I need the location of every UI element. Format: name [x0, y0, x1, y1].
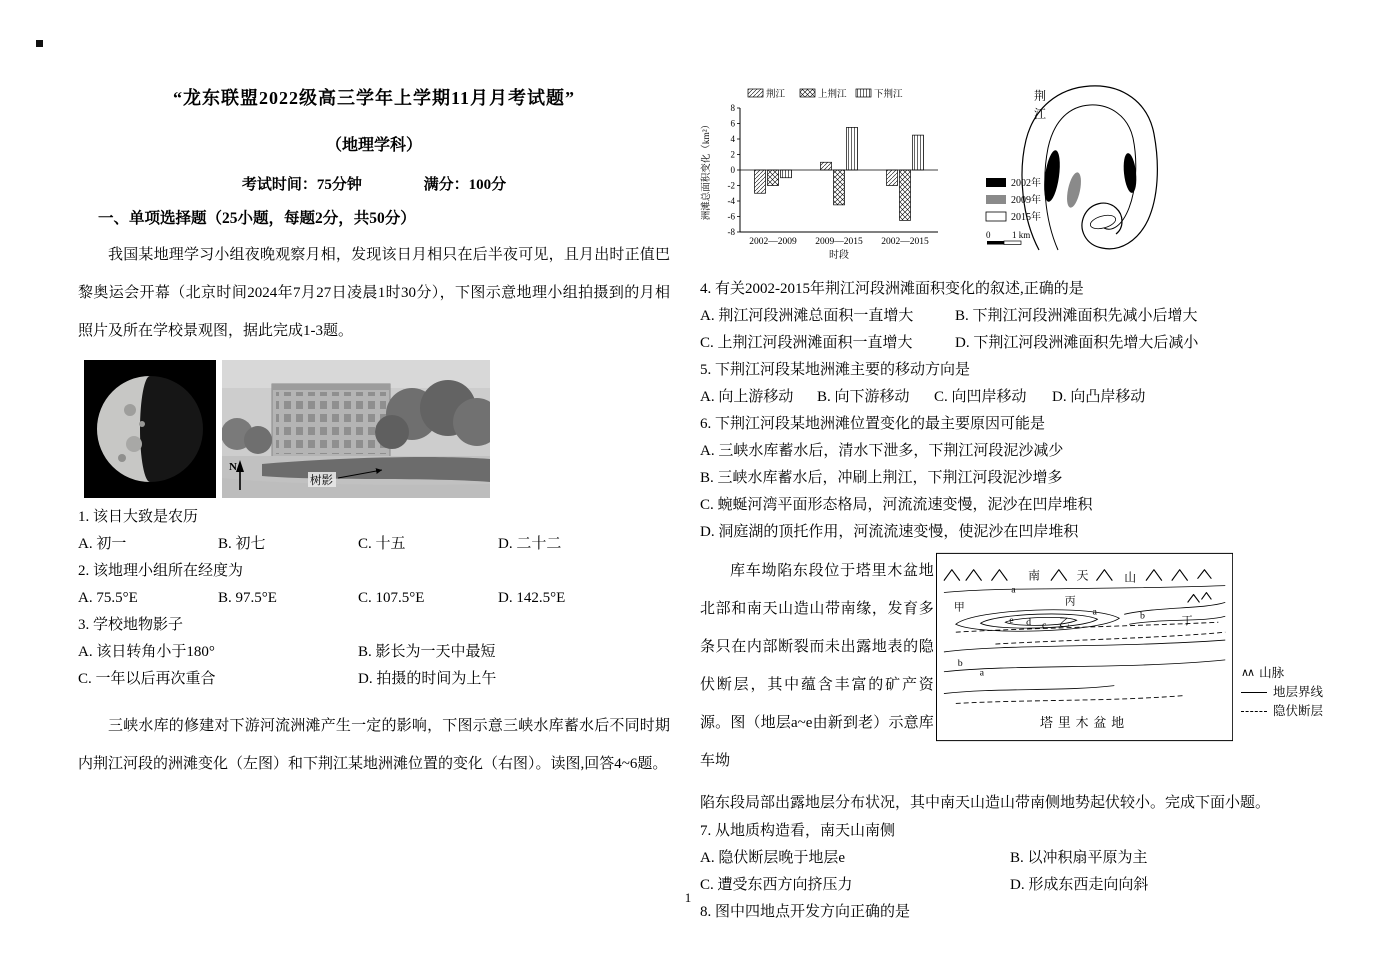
passage-kuqa-side: 库车坳陷东段位于塔里木盆地北部和南天山造山带南缘，发育多条只在内部断裂而未出露地表的隐伏断层，其中蕴含丰富的矿产资源。图（地层a~e由新到老）示意库车坳: [700, 563, 934, 769]
svg-text:上荆江: 上荆江: [818, 90, 847, 100]
svg-text:下荆江: 下荆江: [874, 90, 903, 100]
geology-diagram: [936, 552, 1233, 742]
q5-option-d: D. 向凸岸移动: [1052, 389, 1146, 405]
svg-text:2002—2015: 2002—2015: [881, 237, 929, 247]
svg-text:a: a: [1011, 584, 1016, 596]
range-char-nan: 南: [1027, 568, 1040, 583]
svg-text:0: 0: [730, 165, 735, 175]
geo-diagram-legend: [1233, 552, 1340, 780]
question-5-stem: 5. 下荆江河段某地洲滩主要的移动方向是: [700, 362, 971, 378]
legend-stratum-label: 地层界线: [1272, 685, 1323, 699]
question-3-stem: 3. 学校地物影子: [78, 617, 184, 633]
question-5-options: [700, 384, 1340, 411]
moon-school-figures: [84, 360, 670, 498]
question-2-stem: 2. 该地理小组所在经度为: [78, 563, 244, 579]
passage-moon: 我国某地理学习小组夜晚观察月相，发现该日月相只在后半夜可见，且月出时正值巴黎奥运会开幕（北京时间2024年7月27日凌晨1时30分），下图示意地理小组拍摄到的月相照片及所在学校景观图，据此完成1-3题。: [78, 247, 670, 339]
question-7-stem: 7. 从地质构造看，南天山南侧: [700, 823, 896, 839]
svg-text:4: 4: [730, 134, 735, 144]
legend-mountain-label: 山脉: [1259, 666, 1285, 680]
svg-text:d: d: [1025, 617, 1031, 629]
river-label-char1: 荆: [1034, 89, 1047, 103]
svg-text:丁: 丁: [1181, 615, 1193, 628]
exam-full-score: 满分：100分: [423, 177, 507, 193]
svg-text:-4: -4: [727, 196, 735, 206]
left-column: [78, 78, 670, 783]
stratum-line-icon: [1241, 692, 1267, 693]
exam-meta: [78, 173, 670, 194]
jingjiang-figures: [700, 78, 1340, 260]
svg-text:b: b: [957, 657, 963, 669]
q1-option-d: D. 二十二: [498, 536, 562, 552]
svg-text:2002—2009: 2002—2009: [749, 237, 797, 247]
question-4-options-ab: [700, 303, 1340, 330]
exam-subject: （地理学科）: [325, 137, 422, 154]
q1-option-b: B. 初七: [218, 536, 266, 552]
legend-2015: 2015年: [1011, 212, 1041, 223]
basin-label: 塔里木盆地: [1039, 716, 1129, 731]
svg-text:2009—2015: 2009—2015: [815, 237, 863, 247]
q7-option-d: D. 形成东西走向向斜: [1010, 877, 1149, 893]
q4-option-c: C. 上荆江河段洲滩面积一直增大: [700, 335, 913, 351]
q4-option-b: B. 下荆江河段洲滩面积先减小后增大: [955, 308, 1198, 324]
legend-2009: 2009年: [1011, 195, 1041, 206]
tree-shadow-label: 树影: [310, 475, 333, 487]
question-8-stem: 8. 图中四地点开发方向正确的是: [700, 904, 911, 920]
exam-time: 考试时间：75分钟: [241, 177, 362, 193]
kuqa-depression-block: [700, 552, 1340, 780]
chart-y-label: 洲滩总面积变化（km²）: [702, 119, 712, 221]
question-3-options-cd: [78, 666, 670, 693]
q3-option-a: A. 该日转角小于180°: [78, 644, 215, 660]
question-3-options-ab: [78, 639, 670, 666]
question-4-stem: 4. 有关2002-2015年荆江河段洲滩面积变化的叙述,正确的是: [700, 281, 1084, 297]
passage-kuqa-continuation: 陷东段局部出露地层分布状况，其中南天山造山带南侧地势起伏较小。完成下面小题。: [700, 795, 1271, 811]
svg-text:8: 8: [730, 103, 735, 113]
q1-option-c: C. 十五: [358, 536, 406, 552]
right-column: [700, 78, 1340, 926]
svg-text:乙: 乙: [1058, 617, 1070, 630]
range-char-shan: 山: [1123, 570, 1136, 585]
question-2-options: [78, 585, 670, 612]
q6-option-d: D. 洞庭湖的顶托作用，河流流速变慢，使泥沙在凹岸堆积: [700, 524, 1079, 540]
legend-2002: 2002年: [1011, 178, 1041, 189]
q2-option-a: A. 75.5°E: [78, 590, 138, 606]
q3-option-b: B. 影长为一天中最短: [358, 644, 496, 660]
q7-option-a: A. 隐伏断层晚于地层e: [700, 850, 845, 866]
q6-option-c: C. 蜿蜒河湾平面形态格局，河流流速变慢，泥沙在凹岸堆积: [700, 497, 1093, 513]
river-label-char2: 江: [1034, 107, 1047, 121]
q5-option-c: C. 向凹岸移动: [934, 389, 1027, 405]
q1-option-a: A. 初一: [78, 536, 127, 552]
svg-text:e: e: [1009, 615, 1014, 627]
q2-option-d: D. 142.5°E: [498, 590, 566, 606]
question-6-stem: 6. 下荆江河段某地洲滩位置变化的最主要原因可能是: [700, 416, 1046, 432]
q5-option-b: B. 向下游移动: [817, 389, 910, 405]
svg-text:-8: -8: [727, 227, 735, 237]
school-photo: [222, 360, 490, 498]
legend-fault-label: 隐伏断层: [1272, 704, 1323, 718]
scale-zero: 0: [986, 230, 991, 240]
q4-option-a: A. 荆江河段洲滩总面积一直增大: [700, 308, 914, 324]
q5-option-a: A. 向上游移动: [700, 389, 794, 405]
map-legend: [986, 176, 1041, 245]
shoal-area-bar-chart: [700, 82, 952, 262]
question-4-options-cd: [700, 330, 1340, 357]
svg-text:c: c: [1041, 620, 1047, 632]
chart-bars: [755, 127, 924, 220]
q2-option-b: B. 97.5°E: [218, 590, 277, 606]
q3-option-c: C. 一年以后再次重合: [78, 671, 216, 687]
moon-photo: [84, 360, 216, 498]
svg-text:丙: 丙: [1064, 595, 1076, 608]
chart-legend: [748, 88, 903, 100]
range-char-tian: 天: [1076, 568, 1089, 583]
svg-text:b: b: [1139, 610, 1145, 622]
q2-option-c: C. 107.5°E: [358, 590, 425, 606]
q6-option-a: A. 三峡水库蓄水后，清水下泄多，下荆江河段泥沙减少: [700, 443, 1064, 459]
question-7-options-ab: [700, 845, 1340, 872]
section-1-heading: 一、单项选择题（25小题，每题2分，共50分）: [98, 210, 416, 227]
scale-one-km: 1 km: [1012, 230, 1031, 240]
svg-text:-6: -6: [727, 211, 735, 222]
svg-text:2: 2: [730, 149, 735, 160]
question-1-stem: 1. 该日大致是农历: [78, 509, 199, 525]
svg-text:-2: -2: [727, 180, 735, 191]
question-1-options: [78, 531, 670, 558]
svg-text:荆江: 荆江: [766, 90, 786, 100]
q4-option-d: D. 下荆江河段洲滩面积先增大后减小: [955, 335, 1199, 351]
chart-x-label: 时段: [829, 250, 849, 261]
meander-position-map: [982, 78, 1182, 256]
svg-text:甲: 甲: [953, 601, 965, 614]
hidden-fault-icon: [1241, 711, 1267, 712]
svg-text:6: 6: [730, 118, 735, 129]
q3-option-d: D. 拍摄的时间为上午: [358, 671, 497, 687]
svg-text:a: a: [979, 667, 984, 679]
exam-title: “龙东联盟2022级高三学年上学期11月月考试题”: [172, 88, 575, 108]
print-artifact-dot: [36, 40, 43, 47]
page-number: 1: [684, 890, 692, 905]
svg-text:a: a: [1092, 606, 1097, 618]
mountain-icon: ∧∧: [1240, 667, 1254, 679]
passage-sanxia: 三峡水库的修建对下游河流洲滩产生一定的影响，下图示意三峡水库蓄水后不同时期内荆江河段的洲滩变化（左图）和下荆江某地洲滩位置的变化（右图）。读图,回答4~6题。: [78, 718, 670, 772]
q7-option-b: B. 以冲积扇平原为主: [1010, 850, 1148, 866]
q7-option-c: C. 遭受东西方向挤压力: [700, 877, 853, 893]
north-label: N: [229, 461, 237, 473]
q6-option-b: B. 三峡水库蓄水后，冲刷上荆江，下荆江河段泥沙增多: [700, 470, 1063, 486]
